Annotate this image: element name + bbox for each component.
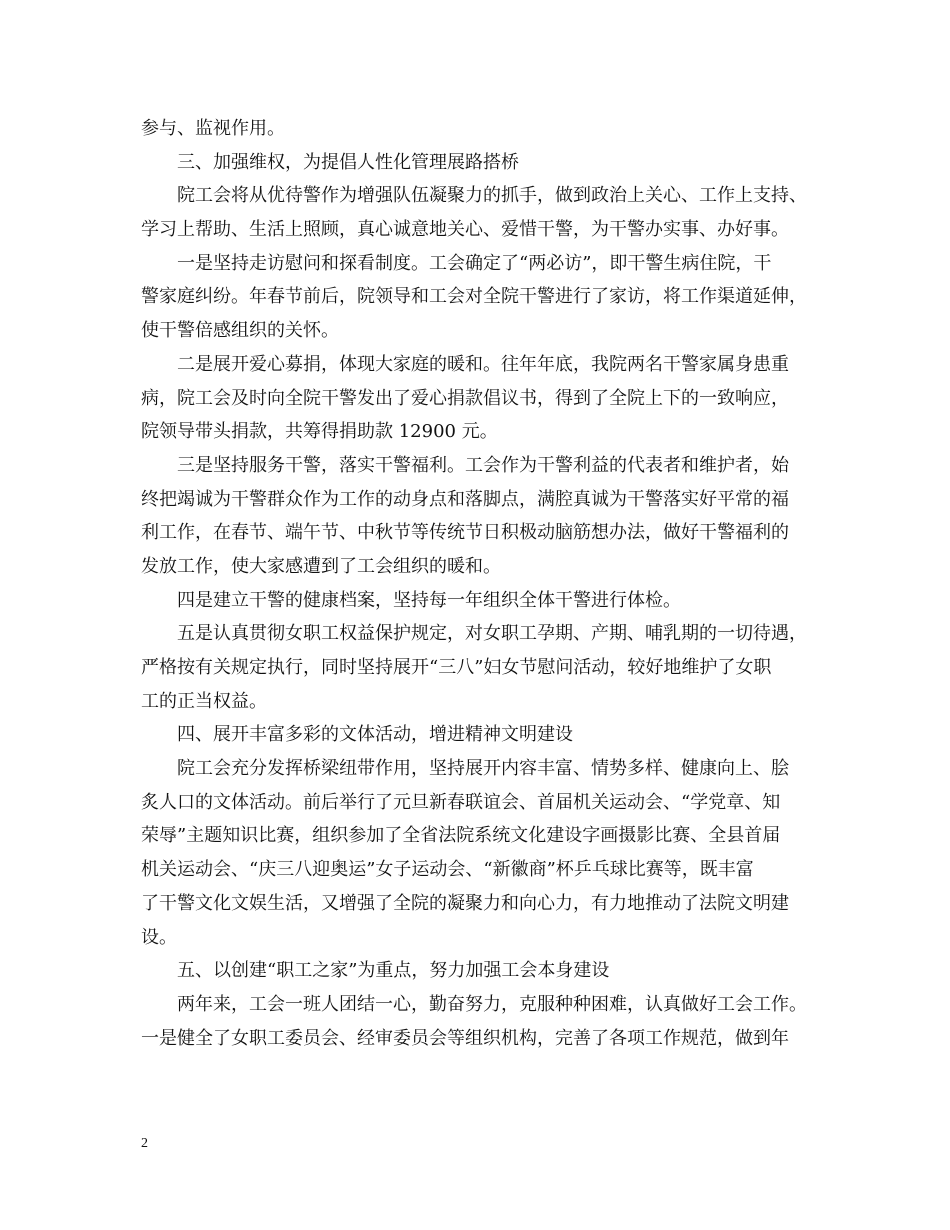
page-number: 2 [141,1136,148,1151]
text-line: 荣辱”主题知识比赛，组织参加了全省法院系统文化建设字画摄影比赛、全县首届 [141,825,781,847]
text-line: 参与、监视作用。 [141,118,285,139]
text-line: 病，院工会及时向全院干警发出了爱心捐款倡议书，得到了全院上下的一致响应， [141,387,789,409]
text-line: 院工会将从优待警作为增强队伍凝聚力的抓手，做到政治上关心、工作上支持、 [177,185,807,207]
text-line: 两年来，工会一班人团结一心，勤奋努力，克服种种困难，认真做好工会工作。 [177,993,807,1015]
text-line: 发放工作，使大家感遭到了工会组织的暖和。 [141,555,501,577]
text-line: 一是健全了女职工委员会、经审委员会等组织机构，完善了各项工作规范，做到年 [141,1027,789,1049]
text-line: 院工会充分发挥桥梁纽带作用，坚持展开内容丰富、情势多样、健康向上、脍 [177,758,789,780]
text-line: 工的正当权益。 [141,690,267,712]
text-line: 炙人口的文体活动。前后举行了元旦新春联谊会、首届机关运动会、“学党章、知 [141,791,781,813]
text-line: 五、以创建“职工之家”为重点，努力加强工会本身建设 [177,960,610,982]
text-line: 设。 [141,926,177,948]
text-line: 终把竭诚为干警群众作为工作的动身点和落脚点，满腔真诚为干警落实好平常的福 [141,488,789,510]
body-text [141,112,811,1055]
text-line: 院领导带头捐款，共筹得捐助款 12900 元。 [141,421,498,443]
text-line: 五是认真贯彻女职工权益保护规定，对女职工孕期、产期、哺乳期的一切待遇， [177,623,807,645]
text-line: 一是坚持走访慰问和探看制度。工会确定了“两必访”，即干警生病住院，干 [177,252,772,274]
text-line: 四是建立干警的健康档案，坚持每一年组织全体干警进行体检。 [177,589,681,611]
text-line: 利工作，在春节、端午节、中秋节等传统节日积极动脑筋想办法，做好干警福利的 [141,522,789,544]
text-line: 二是展开爱心募捐，体现大家庭的暖和。往年年底，我院两名干警家属身患重 [177,353,789,375]
text-line: 了干警文化文娱生活，又增强了全院的凝聚力和向心力，有力地推动了法院文明建 [141,892,789,914]
text-line: 三是坚持服务干警，落实干警福利。工会作为干警利益的代表者和维护者，始 [177,454,789,476]
text-line: 三、加强维权，为提倡人性化管理展路搭桥 [177,151,519,173]
text-line: 机关运动会、“庆三八迎奥运”女子运动会、“新徽商”杯乒乓球比赛等，既丰富 [141,859,754,881]
text-line: 四、展开丰富多彩的文体活动，增进精神文明建设 [177,724,573,746]
text-line: 学习上帮助、生活上照顾，真心诚意地关心、爱惜干警，为干警办实事、办好事。 [141,219,789,241]
text-line: 严格按有关规定执行，同时坚持展开“三八”妇女节慰问活动，较好地维护了女职 [141,657,772,678]
text-line: 使干警倍感组织的关怀。 [141,320,339,342]
text-line: 警家庭纠纷。年春节前后，院领导和工会对全院干警进行了家访，将工作渠道延伸， [141,286,807,308]
